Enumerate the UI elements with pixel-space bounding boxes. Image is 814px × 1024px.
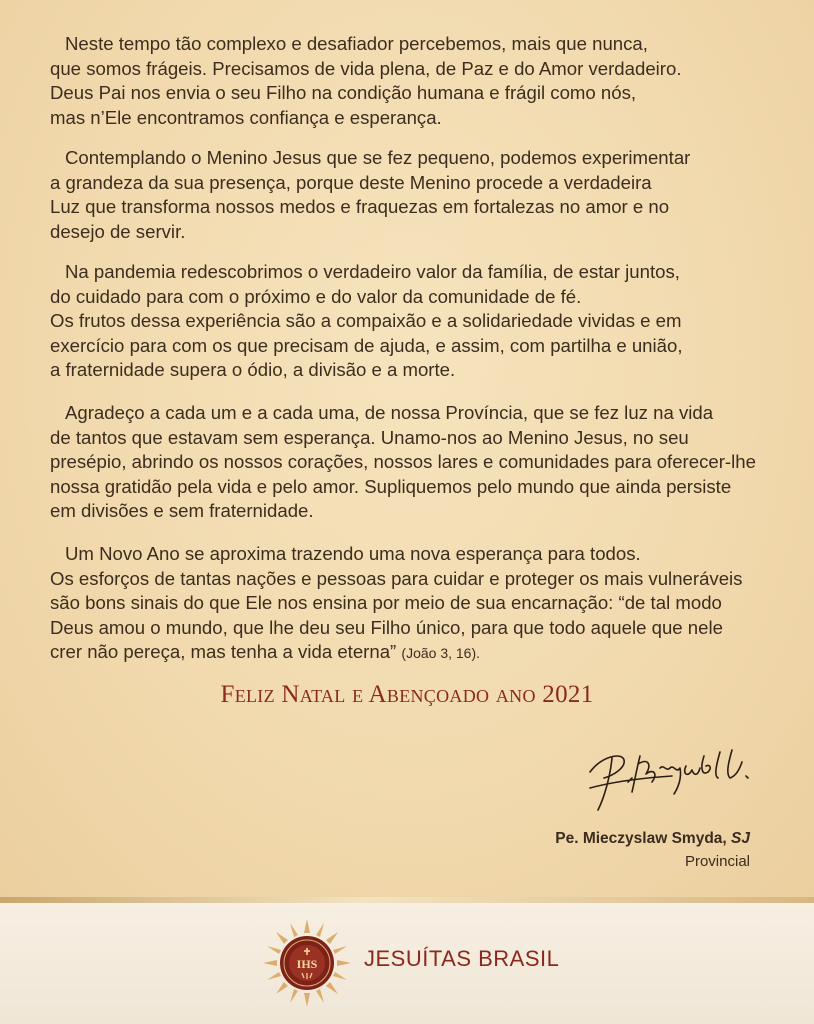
signatory-title: Provincial [684,853,750,870]
paragraph-3: Na pandemia redescobrimos o verdadeiro valor da família, de estar juntos, do cuidado para com o próximo e do valor da comunidade de fé. Os frutos dessa experiência são a compaixão e a solidariedade vividas e em exercício para com os que precisam de ajuda, e assim, com partilha e união, a fraternidade supera o ódio, a divisão e a morte. [50,261,683,381]
handwritten-signature [582,738,757,818]
jesuit-seal-logo [262,918,352,1008]
organization-name: JESUÍTAS BRASIL [364,946,560,971]
paragraph-5 [50,542,780,666]
signatory-name [555,830,750,848]
christmas-greeting: Feliz Natal e Abençoado ano 2021 [220,681,594,708]
seal-ihs-text: IHS [296,957,318,971]
bible-citation: (João 3, 16). [401,645,481,662]
paragraph-1: Neste tempo tão complexo e desafiador percebemos, mais que nunca, que somos frágeis. Precisamos de vida plena, de Paz e do Amor verdadeiro. Deus Pai nos envia o seu Filho na condição humana e frágil como nós, mas n’Ele encontramos confiança e esperança. [50,33,682,128]
paragraph-5-text: Um Novo Ano se aproxima trazendo uma nova esperança para todos. Os esforços de tantas nações e pessoas para cuidar e proteger os mais vulneráveis são bons sinais do que Ele nos ensina por meio de sua encarnação: “de tal modo Deus amou o mundo, que lhe deu seu Filho único, para que todo aquele que nele crer não pereça, mas tenha a vida eterna” [50,543,743,663]
signatory-order: SJ [731,830,750,847]
paragraph-2: Contemplando o Menino Jesus que se fez pequeno, podemos experimentar a grandeza da sua presença, porque deste Menino procede a verdadeira Luz que transforma nossos medos e fraquezas em fortalezas no amor e no desejo de servir. [50,147,691,242]
paragraph-4: Agradeço a cada um e a cada uma, de nossa Província, que se fez luz na vida de tantos que estavam sem esperança. Unamo-nos ao Menino Jesus, no seu presépio, abrindo os nossos corações, nossos lares e comunidades para oferecer-lhe nossa gratidão pela vida e pelo amor. Supliquemos pelo mundo que ainda persiste em divisões e sem fraternidade. [50,402,756,522]
signatory-name-text: Pe. Mieczyslaw Smyda, [555,830,727,847]
